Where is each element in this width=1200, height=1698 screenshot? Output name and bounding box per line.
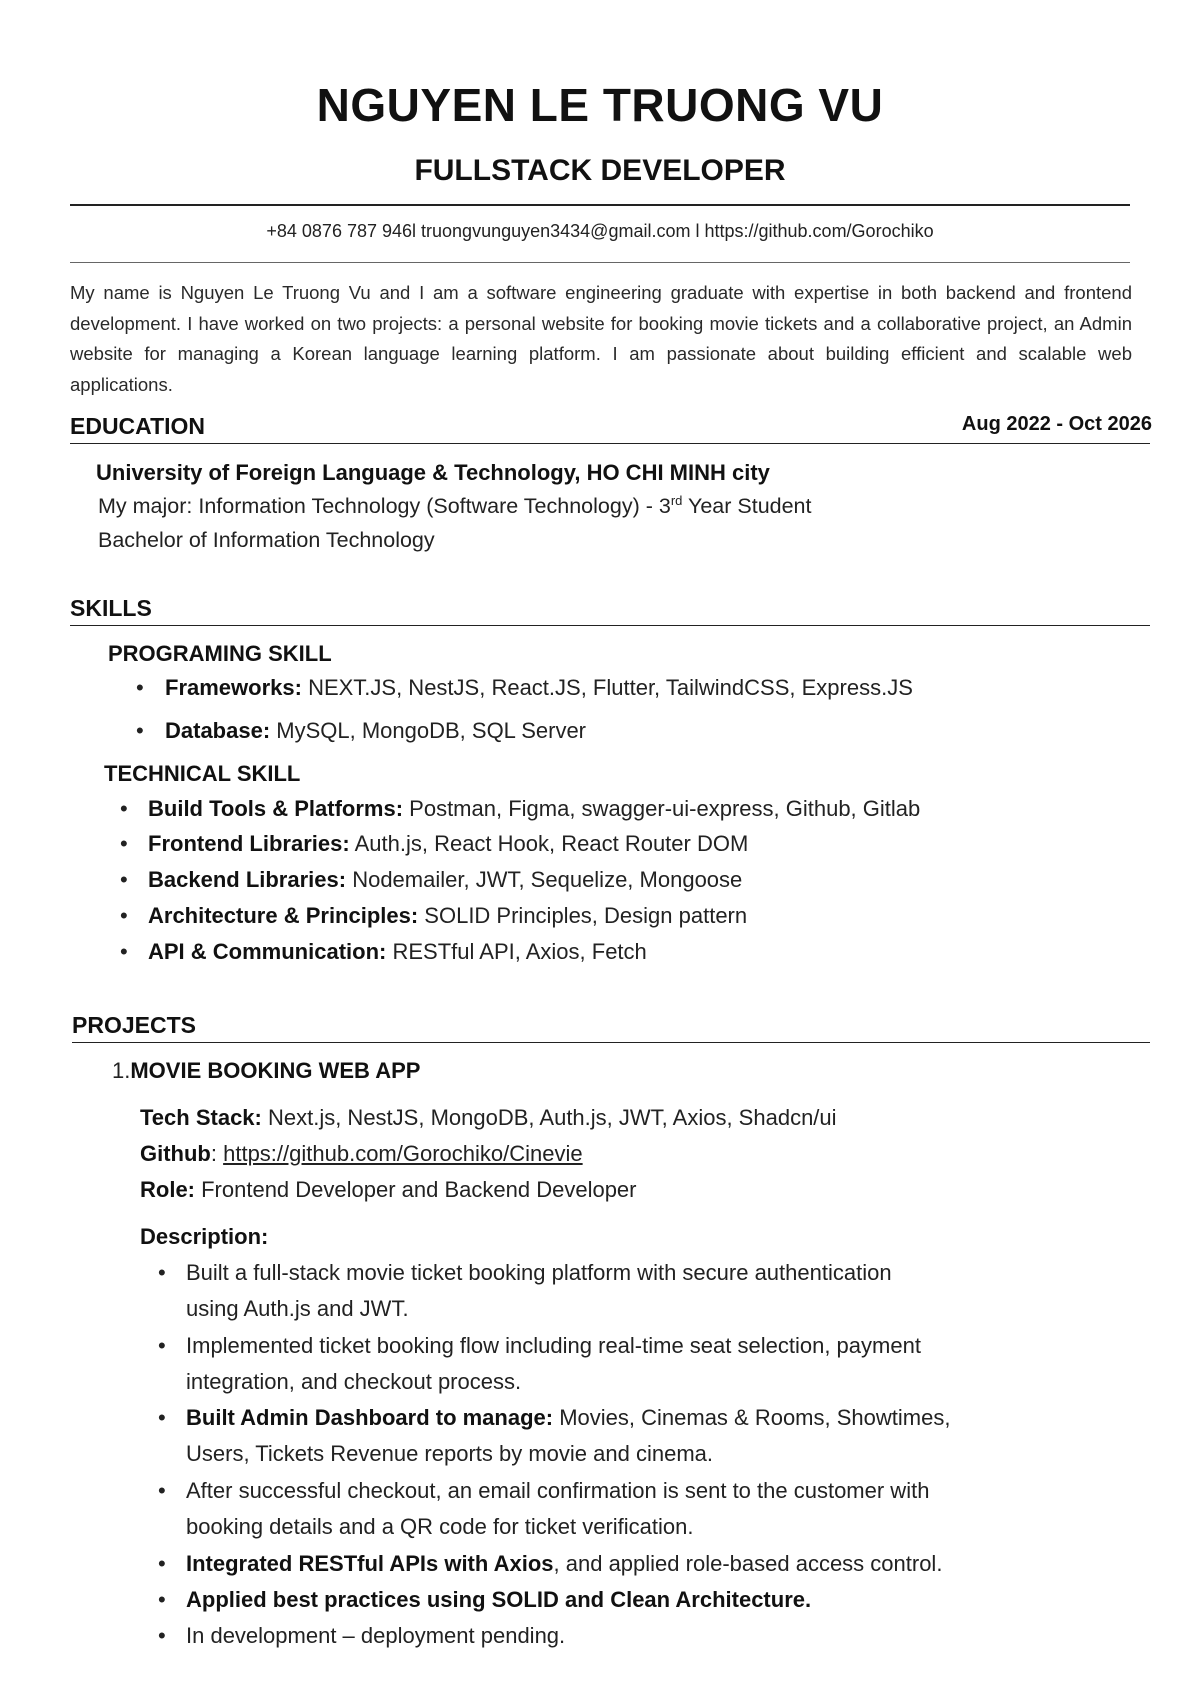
description-bullet <box>186 1551 942 1577</box>
skill-value: NEXT.JS, NestJS, React.JS, Flutter, TailwindCSS, Express.JS <box>301 675 913 700</box>
skill-value: Auth.js, React Hook, React Router DOM <box>349 831 749 856</box>
skills-heading: SKILLS <box>70 595 152 621</box>
degree-line: Bachelor of Information Technology <box>98 528 435 552</box>
email-link[interactable]: truongvunguyen3434@gmail.com <box>421 221 691 241</box>
description-bullet: Implemented ticket booking flow including real-time seat selection, payment <box>186 1333 921 1358</box>
role-value: Frontend Developer and Backend Developer <box>195 1177 637 1202</box>
bullet-bold-text: Integrated RESTful APIs with Axios <box>186 1551 554 1576</box>
school-name: University of Foreign Language & Technology, HO CHI MINH city <box>96 460 770 485</box>
skill-item-frameworks <box>165 675 913 701</box>
skill-label: Build Tools & Platforms: <box>148 796 404 821</box>
project-title-line <box>112 1058 420 1084</box>
skill-item-backend-libraries <box>148 867 742 893</box>
contact-separator: l <box>412 221 422 241</box>
description-label: Description: <box>140 1224 269 1249</box>
bullet-icon: • <box>158 1333 166 1358</box>
skill-label: Database: <box>165 718 271 743</box>
bullet-icon: • <box>120 903 128 928</box>
skill-value: MySQL, MongoDB, SQL Server <box>270 718 587 743</box>
skill-label: API & Communication: <box>148 939 387 964</box>
skill-value: Postman, Figma, swagger-ui-express, Github, Gitlab <box>403 796 921 821</box>
skill-item-build-tools <box>148 796 920 822</box>
bullet-icon: • <box>158 1260 166 1285</box>
skills-divider <box>70 625 1150 626</box>
bullet-icon: • <box>158 1405 166 1430</box>
education-dates: Aug 2022 - Oct 2026 <box>961 413 1152 435</box>
skill-label: Backend Libraries: <box>148 867 347 892</box>
skill-label: Frameworks: <box>165 675 302 700</box>
profile-summary: My name is Nguyen Le Truong Vu and I am a software engineering graduate with expertise in both backend and frontend development. I have worked on two projects: a personal website for booking movie tickets and a collaborative project, an Admin website for managing a Korean language learning platform. I am passionate about building efficient and scalable web applications. <box>70 282 1132 395</box>
description-bullet: In development – deployment pending. <box>186 1623 566 1648</box>
description-bullet: Built a full-stack movie ticket booking platform with secure authentication <box>186 1260 892 1285</box>
skill-value: SOLID Principles, Design pattern <box>418 903 748 928</box>
github-label: Github <box>140 1141 211 1166</box>
education-divider <box>70 443 1150 444</box>
skill-item-architecture <box>148 903 747 929</box>
major-line <box>98 494 812 519</box>
bullet-icon: • <box>158 1478 166 1503</box>
project-repo-link[interactable]: https://github.com/Gorochiko/Cinevie <box>223 1141 583 1166</box>
tech-stack-label: Tech Stack: <box>140 1105 262 1130</box>
bullet-bold-text: Applied best practices using SOLID and Clean Architecture. <box>186 1587 812 1612</box>
contact-separator: l <box>690 221 705 241</box>
skill-item-frontend-libraries <box>148 831 748 857</box>
description-bullet <box>186 1405 950 1431</box>
description-bullet-continued: Users, Tickets Revenue reports by movie and cinema. <box>186 1441 714 1466</box>
project-title: MOVIE BOOKING WEB APP <box>130 1058 421 1083</box>
description-bullet-continued: integration, and checkout process. <box>186 1369 522 1394</box>
projects-divider <box>72 1042 1150 1043</box>
skill-item-api <box>148 939 647 965</box>
phone-number: +84 0876 787 946 <box>266 221 413 241</box>
project-github <box>140 1141 583 1167</box>
bullet-icon: • <box>120 796 128 821</box>
skill-value: Nodemailer, JWT, Sequelize, Mongoose <box>346 867 743 892</box>
bullet-icon: • <box>120 867 128 892</box>
header-divider <box>70 204 1130 206</box>
contact-divider <box>70 262 1130 263</box>
bullet-icon: • <box>158 1623 166 1648</box>
bullet-icon: • <box>136 675 144 700</box>
candidate-title: FULLSTACK DEVELOPER <box>414 154 786 187</box>
bullet-icon: • <box>158 1551 166 1576</box>
project-number: 1. <box>112 1058 131 1083</box>
project-role <box>140 1177 637 1203</box>
skill-value: RESTful API, Axios, Fetch <box>386 939 647 964</box>
candidate-name: NGUYEN LE TRUONG VU <box>316 79 884 131</box>
skill-label: Frontend Libraries: <box>148 831 350 856</box>
major-text: My major: Information Technology (Software Technology) - 3 <box>98 494 671 518</box>
projects-heading: PROJECTS <box>72 1012 196 1038</box>
bullet-icon: • <box>158 1587 166 1612</box>
major-year: Year Student <box>682 494 812 518</box>
github-colon: : <box>210 1141 224 1166</box>
technical-skill-heading: TECHNICAL SKILL <box>104 761 301 786</box>
description-bullet <box>186 1587 811 1613</box>
role-label: Role: <box>140 1177 195 1202</box>
description-bullet-continued: using Auth.js and JWT. <box>186 1296 409 1321</box>
programming-skill-heading: PROGRAMING SKILL <box>108 641 332 666</box>
description-bullet-continued: booking details and a QR code for ticket verification. <box>186 1514 694 1539</box>
skill-label: Architecture & Principles: <box>148 903 419 928</box>
skill-item-database <box>165 718 586 744</box>
bullet-icon: • <box>120 939 128 964</box>
education-heading: EDUCATION <box>70 413 206 439</box>
description-bullet: After successful checkout, an email confirmation is sent to the customer with <box>186 1478 930 1503</box>
contact-line <box>0 221 1200 242</box>
bullet-icon: • <box>136 718 144 743</box>
bullet-bold-text: Built Admin Dashboard to manage: <box>186 1405 554 1430</box>
project-tech-stack <box>140 1105 837 1131</box>
bullet-text: Movies, Cinemas & Rooms, Showtimes, <box>553 1405 951 1430</box>
tech-stack-value: Next.js, NestJS, MongoDB, Auth.js, JWT, Axios, Shadcn/ui <box>261 1105 837 1130</box>
major-ordinal: rd <box>670 492 683 508</box>
github-profile-link[interactable]: https://github.com/Gorochiko <box>704 221 934 241</box>
bullet-text: , and applied role-based access control. <box>553 1551 943 1576</box>
bullet-icon: • <box>120 831 128 856</box>
